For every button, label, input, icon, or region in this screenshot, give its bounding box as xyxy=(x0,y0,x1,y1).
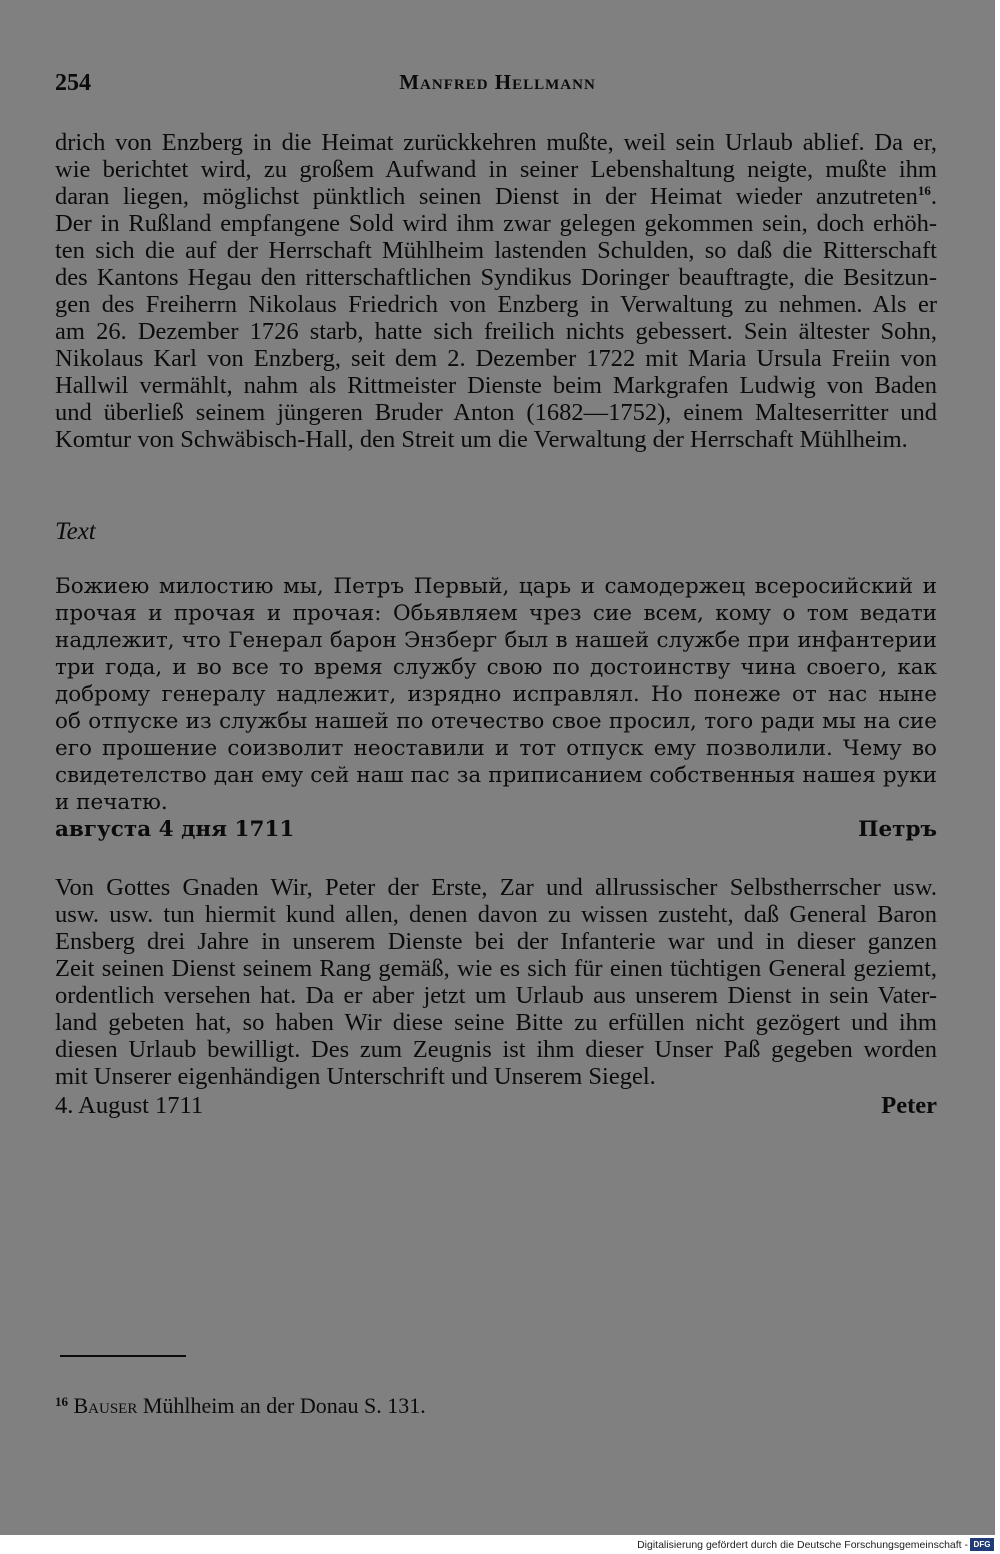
intro-line: am 26. Dezember 1726 starb, hatte sich freilich nichts gebessert. Sein ältester Sohn, xyxy=(55,318,937,345)
dfg-logo: DFG xyxy=(970,1538,994,1551)
russian-line: Божиею милостию мы, Петръ Первый, царь и самодержец всеросийский и xyxy=(55,574,937,599)
intro-line: Nikolaus Karl von Enzberg, seit dem 2. Dezember 1722 mit Maria Ursula Freiin von xyxy=(55,345,937,372)
russian-date: августа 4 дня 1711 xyxy=(55,817,295,842)
russian-line: и печатю. xyxy=(55,790,168,815)
russian-line: его прошение соизволит неоставили и тот отпуск ему позволили. Чему во xyxy=(55,736,937,761)
intro-line-text: daran liegen, möglichst pünktlich seinen Dienst in der Heimat wieder anzutreten xyxy=(55,183,918,210)
german-line: Zeit seinen Dienst seinem Rang gemäß, wie es sich für einen tüchtigen General geziemt, xyxy=(55,955,937,982)
german-date: 4. August 1711 xyxy=(55,1092,204,1119)
german-line: ordentlich versehen hat. Da er aber jetzt um Urlaub aus unserem Dienst in sein Vater- xyxy=(55,982,937,1009)
russian-signature: Петръ xyxy=(858,817,937,842)
footnote-rule xyxy=(60,1355,186,1357)
footnote-reference: 16 xyxy=(917,183,931,198)
intro-line: drich von Enzberg in die Heimat zurückkehren mußte, weil sein Urlaub ablief. Da er, xyxy=(55,129,937,156)
russian-line: доброму генералу надлежит, изрядно исправлял. Но понеже от нас ныне xyxy=(55,682,937,707)
footnote xyxy=(55,1393,426,1419)
russian-line: прочая и прочая и прочая: Обьявляем чрез сие всем, кому о том ведати xyxy=(55,601,937,626)
german-line: mit Unserer eigenhändigen Unterschrift und Unserem Siegel. xyxy=(55,1063,656,1090)
german-line: land gebeten hat, so haben Wir diese seine Bitte zu erfüllen nicht gezögert und ihm xyxy=(55,1009,937,1036)
intro-line: und überließ seinem jüngeren Bruder Anton (1682—1752), einem Malteserritter und xyxy=(55,399,937,426)
german-line: Von Gottes Gnaden Wir, Peter der Erste, Zar und allrussischer Selbstherrscher usw. xyxy=(55,874,937,901)
intro-line: gen des Freiherrn Nikolaus Friedrich von Enzberg in Verwaltung zu nehmen. Als er xyxy=(55,291,937,318)
russian-line: три года, и во все то время службу свою по достоинству чина своего, как xyxy=(55,655,937,680)
footnote-ref-suffix: . xyxy=(930,183,937,210)
german-line: usw. usw. tun hiermit kund allen, denen davon zu wissen zusteht, daß General Baron xyxy=(55,901,937,928)
footnote-text: Mühlheim an der Donau S. 131. xyxy=(142,1393,426,1418)
german-line: Ensberg drei Jahre in unserem Dienste bei der Infanterie war und in dieser ganzen xyxy=(55,928,937,955)
russian-line: об отпуске из службы нашей по отечество свое просил, того ради мы на сие xyxy=(55,709,937,734)
running-head: Manfred Hellmann xyxy=(399,70,596,94)
section-heading: Text xyxy=(55,518,96,545)
intro-line: des Kantons Hegau den ritterschaftlichen Syndikus Doringer beauftragte, die Besitzun- xyxy=(55,264,937,291)
german-signature: Peter xyxy=(881,1092,937,1119)
page-number: 254 xyxy=(55,70,91,96)
russian-dateline xyxy=(55,816,937,843)
russian-line: надлежит, что Генерал барон Энзберг был в нашей службе при инфантерии xyxy=(55,628,937,653)
intro-line: Hallwil vermählt, nahm als Rittmeister Dienste beim Markgrafen Ludwig von Baden xyxy=(55,372,937,399)
german-dateline xyxy=(55,1092,937,1119)
intro-line-with-footnote-ref xyxy=(55,183,937,210)
footnote-author: Bauser xyxy=(73,1393,138,1418)
german-line: diesen Urlaub bewilligt. Des zum Zeugnis ist ihm dieser Unser Paß gegeben worden xyxy=(55,1036,937,1063)
intro-line: Komtur von Schwäbisch-Hall, den Streit um die Verwaltung der Herrschaft Mühlheim. xyxy=(55,426,908,453)
intro-line: ten sich die auf der Herrschaft Mühlheim lastenden Schulden, so daß die Ritterschaft xyxy=(55,237,937,264)
footnote-number: 16 xyxy=(55,1394,68,1409)
russian-line: свидетелство дан ему сей наш пас за приписанием собственныя нашея руки xyxy=(55,763,937,788)
digitization-credit: Digitalisierung gefördert durch die Deutsche Forschungsgemeinschaft - xyxy=(637,1539,968,1551)
intro-line: Der in Rußland empfangene Sold wird ihm zwar gelegen gekommen sein, doch erhöh- xyxy=(55,210,937,237)
intro-line: wie berichtet wird, zu großem Aufwand in seiner Lebenshaltung neigte, mußte ihm xyxy=(55,156,937,183)
